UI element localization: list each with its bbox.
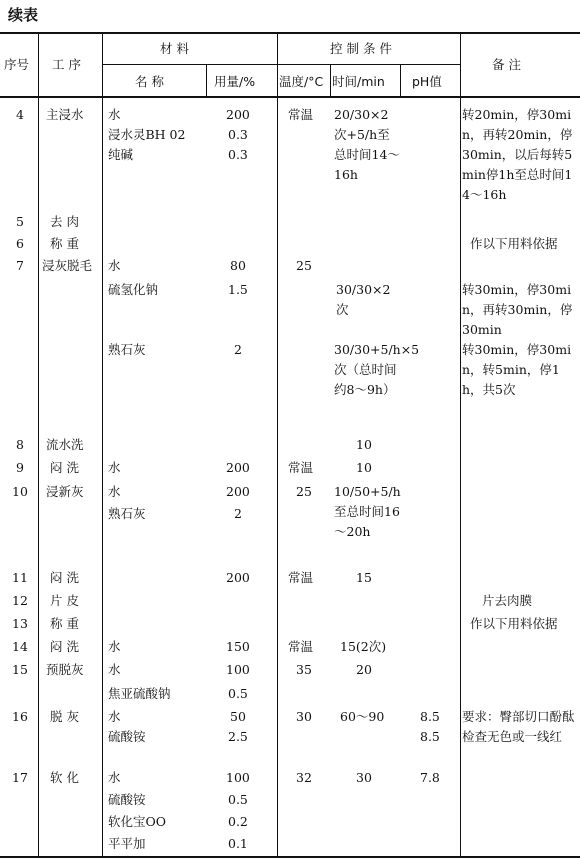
materials-sub-rule — [102, 64, 277, 65]
header-name: 名 称 — [135, 74, 164, 89]
row-process: 闷 洗 — [50, 460, 79, 475]
row-process: 脱 灰 — [50, 709, 79, 724]
row-process: 主浸水 — [46, 107, 84, 122]
row-process: 流水洗 — [46, 437, 84, 452]
row-time: 15 — [356, 570, 372, 585]
row-seq: 4 — [16, 107, 24, 122]
row-temp: 30 — [296, 709, 312, 724]
row-process: 浸灰脱毛 — [42, 258, 93, 273]
row-process: 称 重 — [50, 616, 79, 631]
row-temp: 35 — [296, 662, 312, 677]
row-seq: 13 — [12, 616, 28, 631]
row-seq: 8 — [16, 437, 24, 452]
row-process: 片 皮 — [50, 593, 79, 608]
row-remark: 转30min，停30min，再转30min，停30min — [462, 282, 573, 337]
row-seq: 16 — [12, 709, 28, 724]
material-name: 纯碱 — [108, 147, 134, 162]
row-remark: 作以下用料依据 — [470, 236, 558, 251]
row-temp: 25 — [296, 258, 312, 273]
row-process: 去 肉 — [50, 214, 79, 229]
top-rule — [0, 32, 580, 34]
header-temp: 温度/°C — [279, 74, 324, 89]
material-name: 水 — [108, 709, 121, 724]
row-ph: 7.8 — [420, 770, 440, 785]
row-time: 30/30×2次 — [336, 282, 391, 317]
material-name: 熟石灰 — [108, 342, 146, 357]
row-process: 闷 洗 — [50, 570, 79, 585]
material-dose: 200 — [226, 460, 250, 475]
row-process: 闷 洗 — [50, 639, 79, 654]
material-name: 焦亚硫酸钠 — [108, 686, 171, 701]
vrule-process — [102, 32, 103, 856]
material-dose: 0.3 — [228, 127, 248, 142]
table-caption: 续表 — [8, 6, 39, 24]
row-process: 预脱灰 — [46, 662, 84, 677]
row-remark: 转30min，停30min，转5min，停1h，共5次 — [462, 342, 572, 397]
material-dose: 100 — [226, 662, 250, 677]
row-seq: 11 — [12, 570, 28, 585]
material-name: 水 — [108, 639, 121, 654]
row-seq: 7 — [16, 258, 24, 273]
process-table — [0, 30, 580, 860]
header-control: 控 制 条 件 — [330, 41, 392, 56]
vrule-seq — [38, 32, 39, 856]
row-temp: 常温 — [288, 570, 314, 585]
vrule-materials — [277, 32, 278, 856]
row-seq: 6 — [16, 236, 24, 251]
material-name: 水 — [108, 107, 121, 122]
material-name: 硫酸铵 — [108, 792, 146, 807]
row-process: 称 重 — [50, 236, 79, 251]
row-time: 60～90 — [340, 709, 385, 724]
material-name: 熟石灰 — [108, 506, 146, 521]
material-dose: 0.1 — [228, 836, 248, 851]
row-seq: 10 — [12, 484, 28, 499]
header-bottom-rule — [0, 96, 580, 98]
material-name: 浸水灵BH 02 — [108, 127, 186, 142]
row-temp: 常温 — [288, 107, 314, 122]
header-remarks: 备 注 — [492, 57, 521, 72]
material-dose: 0.5 — [228, 686, 248, 701]
material-dose: 2.5 — [228, 729, 248, 744]
material-dose: 150 — [226, 639, 250, 654]
row-ph: 8.5 — [420, 729, 440, 744]
material-dose: 200 — [226, 570, 250, 585]
material-dose: 0.2 — [228, 814, 248, 829]
row-seq: 12 — [12, 593, 28, 608]
header-process: 工 序 — [52, 57, 81, 72]
row-time: 10 — [356, 460, 372, 475]
material-name: 硫酸铵 — [108, 729, 146, 744]
bottom-rule — [0, 856, 580, 858]
material-name: 水 — [108, 770, 121, 785]
row-remark: 作以下用料依据 — [470, 616, 558, 631]
row-remark: 转20min，停30min，再转20min，停30min，以后每转5min停1h至总时间14～16h — [462, 107, 573, 202]
row-seq: 15 — [12, 662, 28, 677]
material-name: 平平加 — [108, 836, 146, 851]
header-ph: pH值 — [412, 74, 442, 89]
vrule-control — [460, 32, 461, 856]
row-temp: 常温 — [288, 460, 314, 475]
row-time: 20/30×2次+5/h至总时间14～16h — [334, 107, 400, 182]
header-dosage: 用量/% — [214, 74, 256, 89]
row-remark: 要求：臀部切口酚酞检查无色或一线红 — [462, 709, 575, 744]
row-seq: 14 — [12, 639, 28, 654]
control-sub-rule — [277, 64, 460, 65]
material-dose: 100 — [226, 770, 250, 785]
row-temp: 32 — [296, 770, 312, 785]
material-dose: 2 — [234, 506, 242, 521]
row-time: 10 — [356, 437, 372, 452]
row-ph: 8.5 — [420, 709, 440, 724]
row-seq: 9 — [16, 460, 24, 475]
vrule-temp — [330, 65, 331, 97]
row-time: 30 — [356, 770, 372, 785]
material-dose: 50 — [230, 709, 246, 724]
material-name: 软化宝OO — [108, 814, 166, 829]
row-time: 20 — [356, 662, 372, 677]
row-temp: 常温 — [288, 639, 314, 654]
row-time: 10/50+5/h至总时间16～20h — [334, 484, 401, 539]
material-dose: 200 — [226, 484, 250, 499]
header-time: 时间/min — [332, 74, 385, 89]
vrule-name — [206, 65, 207, 97]
row-time: 15(2次) — [340, 639, 387, 654]
material-dose: 0.5 — [228, 792, 248, 807]
row-remark: 片去肉膜 — [482, 593, 533, 608]
row-process: 软 化 — [50, 770, 79, 785]
material-dose: 200 — [226, 107, 250, 122]
row-process: 浸新灰 — [46, 484, 84, 499]
vrule-time — [400, 65, 401, 97]
header-materials: 材 料 — [160, 41, 189, 56]
material-dose: 80 — [230, 258, 246, 273]
material-name: 水 — [108, 258, 121, 273]
material-dose: 0.3 — [228, 147, 248, 162]
material-dose: 2 — [234, 342, 242, 357]
material-dose: 1.5 — [228, 282, 248, 297]
material-name: 硫氢化钠 — [108, 282, 159, 297]
row-seq: 17 — [12, 770, 28, 785]
material-name: 水 — [108, 662, 121, 677]
row-temp: 25 — [296, 484, 312, 499]
material-name: 水 — [108, 460, 121, 475]
row-seq: 5 — [16, 214, 24, 229]
material-name: 水 — [108, 484, 121, 499]
header-seq: 序号 — [4, 57, 30, 72]
row-time: 30/30+5/h×5次（总时间约8～9h） — [334, 342, 420, 397]
